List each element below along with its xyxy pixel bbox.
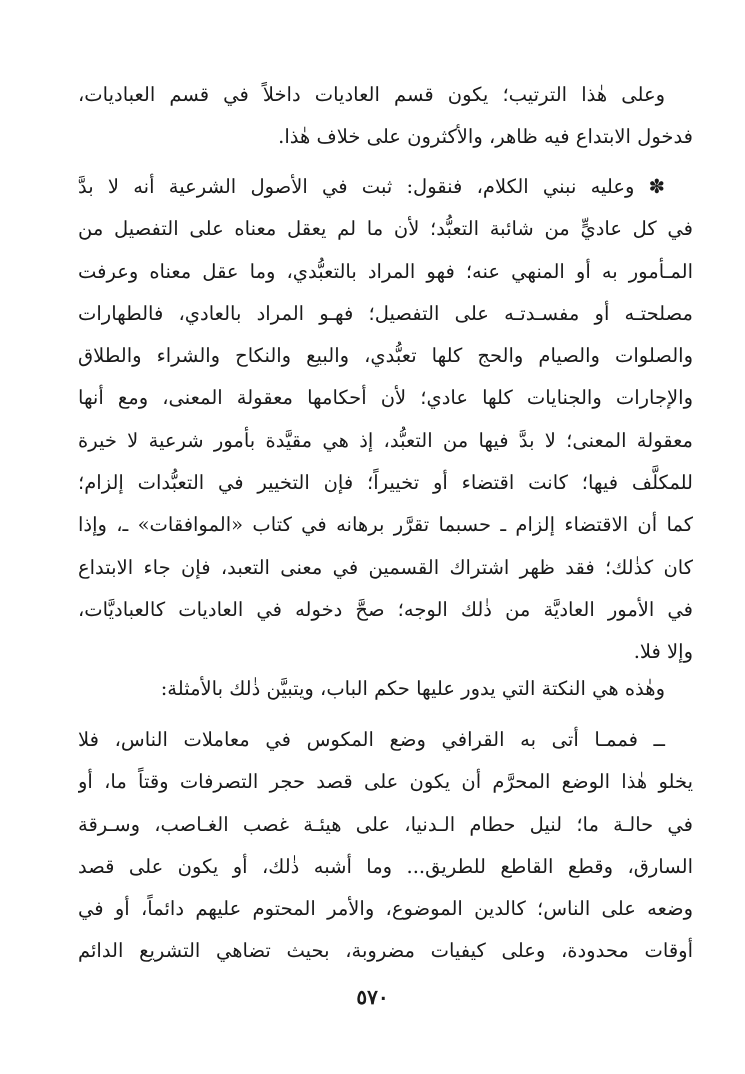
text-line: السارق، وقطع القاطع للطريق... وما أشبه ذٰلك، أو يكون على قصد <box>78 854 693 878</box>
paragraph-4 <box>78 719 693 973</box>
text-line: فدخول الابتداع فيه ظاهر، والأكثرون على خلاف هٰذا. <box>278 125 693 149</box>
text-line: في الأمور العاديَّة من ذٰلك الوجه؛ صحَّ دخوله في العاديات كالعباديَّات، <box>78 597 693 621</box>
text-line: كان كذٰلك؛ فقد ظهر اشتراك القسمين في معنى التعبد، فإن جاء الابتداع <box>78 555 693 579</box>
text-line: المـأمور به أو المنهي عنه؛ فهو المراد بالتعبُّدي، وما عقل معناه وعرفت <box>78 259 693 283</box>
text-line: أوقات محدودة، وعلى كيفيات مضروبة، بحيث تضاهي التشريع الدائم <box>78 939 693 963</box>
text-line: للمكلَّف فيها؛ كانت اقتضاء أو تخييراً؛ فإن التخيير في التعبُّدات إلزام؛ <box>78 471 693 495</box>
text-line: والصلوات والصيام والحج كلها تعبُّدي، والبيع والنكاح والشراء والطلاق <box>78 344 693 368</box>
text-line: وعلى هٰذا الترتيب؛ يكون قسم العاديات داخلاً في قسم العباديات، <box>78 83 665 106</box>
paragraph-1 <box>78 74 693 159</box>
text-line: ــ فممـا أتى به القرافي وضع المكوس في معاملات الناس، فلا <box>78 728 665 751</box>
text-line: والإجارات والجنايات كلها عادي؛ لأن أحكامها معقولة المعنى، ومع أنها <box>78 386 693 410</box>
text-line: يخلو هٰذا الوضع المحرَّم أن يكون على قصد حجر التصرفات وقتاً ما، أو <box>78 770 693 794</box>
text-line: مصلحتـه أو مفسـدتـه على التفصيل؛ فهـو المراد بالعادي، فالطهارات <box>78 301 693 325</box>
paragraph-3 <box>78 668 693 710</box>
text-line: وضعه على الناس؛ كالدين الموضوع، والأمر المحتوم عليهم دائماً، أو في <box>78 897 693 921</box>
text-line: ✽ وعليه نبني الكلام، فنقول: ثبت في الأصول الشرعية أنه لا بدَّ <box>78 175 665 198</box>
text-line: وإلا فلا. <box>633 640 693 664</box>
text-line: في حالـة ما؛ لنيل حطام الـدنيا، على هيئـة غصب الغـاصب، وسـرقة <box>78 812 693 836</box>
paragraph-2 <box>78 166 693 674</box>
text-line: معقولة المعنى؛ لا بدَّ فيها من التعبُّد، إذ هي مقيَّدة بأمور شرعية لا خيرة <box>78 428 693 452</box>
text-line: كما أن الاقتضاء إلزام ـ حسبما تقرَّر برهانه في كتاب «الموافقات» ـ، وإذا <box>78 513 693 537</box>
text-line: وهٰذه هي النكتة التي يدور عليها حكم الباب، ويتبيَّن ذٰلك بالأمثلة: <box>160 677 665 700</box>
page-number: ٥٧٠ <box>356 985 389 1009</box>
text-line: في كل عاديٍّ من شائبة التعبُّد؛ لأن ما لم يعقل معناه على التفصيل من <box>78 217 693 241</box>
